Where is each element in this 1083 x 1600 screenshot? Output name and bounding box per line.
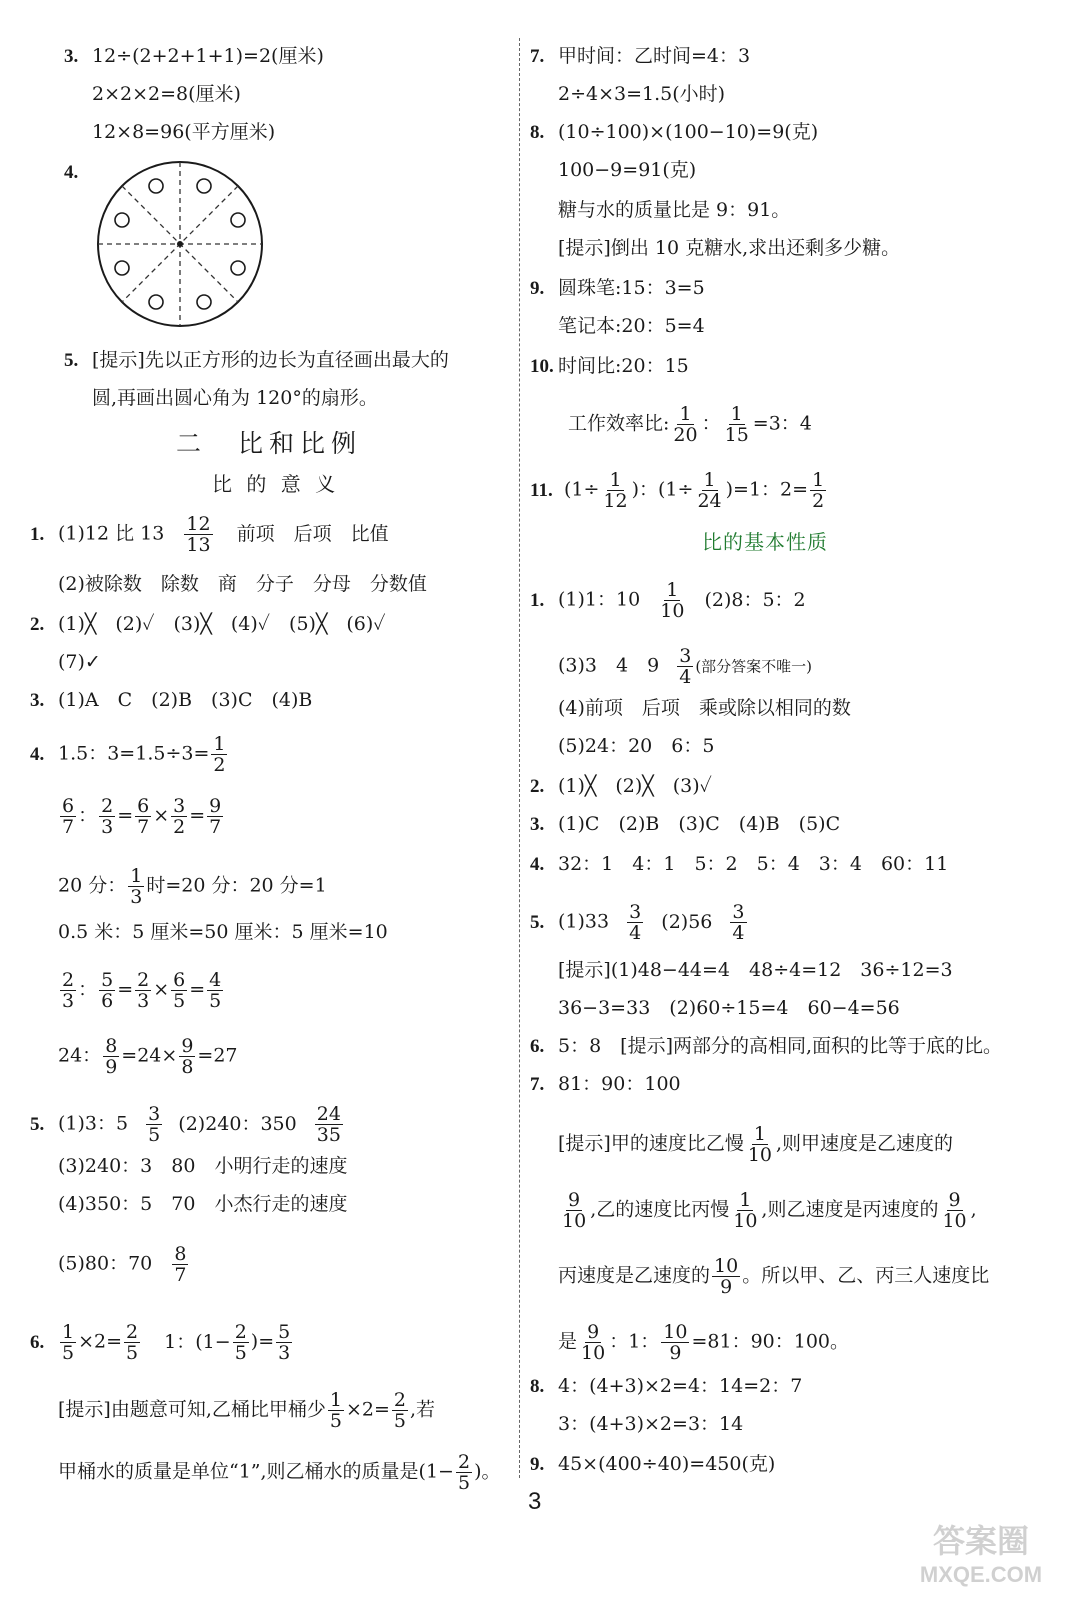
q8-line-3: 糖与水的质量比是 9：91。 [558,199,791,221]
fraction [601,470,629,511]
q10-line-2: 工作效率比: $\frac{1}{20}$ ： $\frac{1}{15}$ =3：4 [568,403,812,446]
denominator: 13 [186,534,211,556]
p7-hint-text-2a: ,乙的速度比丙慢 [590,1198,730,1221]
denominator: 3 [62,990,75,1012]
p1-text-1a: (1)1：10 [558,588,641,611]
center-dot [177,241,183,247]
denominator: 4 [629,922,642,944]
denominator: 12 [603,490,628,512]
s6-hint-text-1c: ,若 [410,1398,436,1421]
p7-hint-line-3 [558,1256,989,1297]
p6-number: 6. [530,1036,545,1057]
p8-number: 8. [530,1376,545,1397]
s4-text-1: 1.5：3=1.5÷3= [58,742,210,765]
p6-line-1 [530,1034,1002,1059]
denominator: 9 [105,1056,118,1078]
numerator: 3 [148,1103,161,1125]
numerator: 1 [62,1321,75,1343]
q8-line-2: 100−9=91(克) [558,159,697,181]
numerator: 1 [609,469,622,491]
p3-text-1: (1)C (2)B (3)C (4)B (5)C [558,813,841,835]
s1-line-1 [30,514,389,555]
fraction [328,1390,344,1431]
numerator: 3 [732,901,745,923]
s5-number: 5. [30,1113,45,1135]
denominator: 5 [234,1342,247,1364]
column-divider [519,38,521,1478]
numerator: 3 [173,795,186,817]
s3-text-1: (1)A C (2)B (3)C (4)B [58,689,313,711]
denominator: 3 [137,990,150,1012]
chapter-title: 二 比和比例 [176,429,363,458]
fraction [723,404,751,445]
numerator: 10 [714,1255,739,1277]
s4-line-4: 0.5 米：5 厘米=50 厘米：5 厘米=10 [58,921,388,943]
numerator: 1 [130,865,143,887]
numerator: 9 [948,1189,961,1211]
p7-number: 7. [530,1074,545,1095]
watermark-logo [897,1516,1065,1590]
denominator: 7 [137,816,150,838]
p7-hint-text-4b: ：1： [609,1330,660,1353]
denominator: 2 [173,816,186,838]
denominator: 20 [673,424,698,446]
s4-text-3b: 时=20 分：20 分=1 [146,874,327,897]
denominator: 4 [679,666,692,688]
section-title-ratio-meaning: 比 的 意 义 [212,472,340,496]
numerator: 9 [181,1035,194,1057]
s1-text-b: 前项 后项 比值 [236,522,389,545]
s5-line-1 [30,1104,345,1145]
p8-line-2: 3：(4+3)×2=3：14 [558,1413,744,1435]
denominator: 3 [130,886,143,908]
numerator: 2 [126,1321,139,1343]
q5-line-2: 圆,再画出圆心角为 120°的扇形。 [92,387,378,409]
denominator: 9 [720,1276,733,1298]
q8-number: 8. [530,122,545,143]
fraction [60,1322,76,1363]
numerator: 2 [457,1451,471,1473]
numerator: 10 [663,1321,688,1343]
watermark-top-text: 答案圈 [932,1523,1030,1559]
p7-hint-text-2b: ,则乙速度是丙速度的 [761,1198,939,1221]
fraction [677,646,693,687]
q3-number: 3. [64,46,79,67]
numerator: 3 [629,901,642,923]
numerator: 9 [209,795,222,817]
numerator: 2 [62,969,75,991]
fraction [746,1124,774,1165]
s1-number: 1. [30,523,45,545]
p7-hint-text-2c: , [970,1198,977,1221]
fraction [658,580,686,621]
s4-line-2: $\frac{6}{7}$ ： $\frac{2}{3}$ = $\frac{6}{7}$ × $\frac{3}{2}$ = $\frac{9}{7}$ [62,795,222,838]
fraction [730,902,746,943]
s4-text-3a: 20 分： [58,874,127,897]
numerator: 6 [62,795,75,817]
q7-line-1 [530,44,750,69]
fraction [172,1244,188,1285]
s4-number: 4. [30,743,45,765]
p6-text-1: 5：8 [提示]两部分的高相同,面积的比等于底的比。 [558,1035,1003,1057]
denominator: 6 [101,990,114,1012]
numerator: 5 [101,969,114,991]
s4-text-6c: =27 [197,1044,238,1067]
numerator: 1 [812,469,825,491]
p7-hint-text-3b: 。所以甲、乙、丙三人速度比 [742,1264,990,1287]
q10-text-2b: =3：4 [752,412,812,435]
fraction [940,1190,968,1231]
p8-line-1 [530,1374,802,1399]
p2-number: 2. [530,776,545,797]
q9-line-1 [530,276,705,301]
denominator: 8 [181,1056,194,1078]
p9-text-1: 45×(400÷40)=450(克) [558,1453,776,1475]
numerator: 24 [316,1103,341,1125]
s2-line-2: (7)✓ [58,651,101,673]
denominator: 5 [173,990,186,1012]
p7-hint-text-4a: 是 [558,1330,578,1353]
numerator: 1 [703,469,716,491]
denominator: 5 [62,1342,75,1364]
denominator: 7 [209,816,222,838]
fraction [171,970,187,1011]
denominator: 10 [562,1210,587,1232]
numerator: 9 [568,1189,581,1211]
p1-text-2b: (部分答案不唯一) [695,657,813,676]
fraction [60,970,76,1011]
denominator: 2 [213,754,226,776]
p7-hint-text-3a: 丙速度是乙速度的 [558,1264,711,1287]
fraction [124,1322,140,1363]
s6-hint-line-1 [58,1390,435,1431]
numerator: 2 [101,795,114,817]
denominator: 7 [174,1264,187,1286]
s6-hint-text-2a: 甲桶水的质量是单位“1”,则乙桶水的质量是(1− [58,1460,454,1483]
q4-num: 4. [64,162,79,183]
denominator: 10 [733,1210,758,1232]
q5-text-1: [提示]先以正方形的边长为直径画出最大的 [92,349,449,371]
denominator: 5 [209,990,222,1012]
numerator: 9 [587,1321,600,1343]
fraction [731,1190,759,1231]
p7-text-1: 81：90：100 [558,1073,681,1095]
p1-line-2 [558,646,812,687]
s6-hint-line-2 [58,1452,501,1493]
p9-number: 9. [530,1454,545,1475]
q8-line-4: [提示]倒出 10 克糖水,求出还剩多少糖。 [558,237,901,259]
denominator: 3 [278,1342,291,1364]
numerator: 2 [137,969,150,991]
fraction [99,970,115,1011]
numerator: 5 [278,1321,291,1343]
numerator: 8 [174,1243,187,1265]
p7-hint-text-4c: =81：90：100。 [691,1330,850,1353]
p7-line-1 [530,1072,681,1097]
denominator: 5 [329,1410,342,1432]
s3-line-1 [30,688,312,713]
fraction [695,470,723,511]
p2-line-1 [530,774,712,799]
p8-text-1: 4：(4+3)×2=4：14=2：7 [558,1375,803,1397]
fraction [171,796,187,837]
p4-line-1 [530,852,948,877]
fraction [579,1322,607,1363]
p4-number: 4. [530,854,545,875]
fraction [671,404,699,445]
s4-line-3 [58,866,327,907]
p7-hint-line-4 [558,1322,849,1363]
p7-hint-line-2 [558,1190,977,1231]
watermark-bottom-text: MXQE.COM [919,1562,1043,1587]
s5-text-1a: (1)3：5 [58,1112,129,1135]
s4-text-6a: 24： [58,1044,102,1067]
p7-hint-text-1a: [提示]甲的速度比乙慢 [558,1132,744,1155]
s6-number: 6. [30,1331,45,1353]
s2-text-1: (1)╳ (2)✓ (3)╳ (4)✓ (5)╳ (6)✓ [58,613,386,635]
s5-text-4a: (5)80：70 [58,1252,153,1275]
page-number: 3 [528,1488,542,1515]
q9-line-2: 笔记本:20：5=4 [558,315,705,337]
fraction [207,796,223,837]
fraction [560,1190,588,1231]
q11-text-c: )：(1÷ [631,478,694,501]
numerator: 6 [137,795,150,817]
s4-line-6 [58,1036,238,1077]
s5-line-3: (4)350：5 70 小杰行走的速度 [58,1193,348,1215]
numerator: 6 [173,969,186,991]
fraction [627,902,643,943]
p7-hint-line-1 [558,1124,953,1165]
denominator: 5 [393,1410,406,1432]
p1-line-1 [530,580,806,621]
s4-text-6b: =24× [121,1044,178,1067]
p3-line-1 [530,812,840,837]
fraction [276,1322,292,1363]
q7-line-2: 2÷4×3=1.5(小时) [558,83,726,105]
s4-line-1 [30,734,229,775]
denominator: 5 [148,1124,161,1146]
numerator: 2 [234,1321,247,1343]
p1-number: 1. [530,589,545,611]
numerator: 1 [329,1389,342,1411]
p3-number: 3. [530,814,545,835]
denominator: 24 [697,490,722,512]
fraction [211,734,227,775]
denominator: 5 [457,1472,471,1494]
s6-text-b: ×2= [78,1330,123,1353]
denominator: 4 [732,922,745,944]
q3-line-3: 12×8=96(平方厘米) [92,121,276,143]
p5-text-1a: (1)33 [558,910,610,933]
q10-number: 10. [530,356,554,377]
s6-hint-text-2b: )。 [474,1460,501,1483]
q7-text-1: 甲时间：乙时间=4：3 [558,45,751,67]
p5-text-1b: (2)56 [661,910,713,933]
p2-text-1: (1)╳ (2)╳ (3)✓ [558,775,712,797]
numerator: 1 [753,1123,766,1145]
p1-line-3: (4)前项 后项 乘或除以相同的数 [558,697,851,719]
s1-line-2: (2)被除数 除数 商 分子 分母 分数值 [58,573,427,595]
q3-line-2: 2×2×2=8(厘米) [92,83,241,105]
denominator: 3 [101,816,114,838]
s5-line-4 [58,1244,190,1285]
q9-text-1: 圆珠笔:15：3=5 [558,277,705,299]
p5-number: 5. [530,911,545,933]
s6-hint-text-1b: ×2= [345,1398,390,1421]
fraction [60,796,76,837]
numerator: 4 [209,969,222,991]
fraction [661,1322,689,1363]
q10-line-1 [530,354,689,379]
p1-text-2a: (3)3 4 9 [558,654,660,677]
denominator: 5 [126,1342,139,1364]
fraction [456,1452,472,1493]
p4-text-1: 32：1 4：1 5：2 5：4 3：4 60：11 [558,853,949,875]
q3-text-1: 12÷(2+2+1+1)=2(厘米) [92,45,324,67]
s6-line-1 [30,1322,294,1363]
fraction [810,470,826,511]
s6-text-d: 1：(1− [164,1330,231,1353]
s1-text-a: (1)12 比 13 [58,522,165,545]
numerator: 1 [679,403,692,425]
fraction [207,970,223,1011]
q4-number [64,160,92,185]
q11-text-a: (1÷ [564,478,600,501]
q5-number: 5. [64,350,79,371]
fraction [184,514,212,555]
numerator: 1 [213,733,226,755]
p5-line-2: [提示](1)48−44=4 48÷4=12 36÷12=3 [558,959,953,981]
denominator: 7 [62,816,75,838]
numerator: 1 [666,579,679,601]
p1-text-1b: (2)8：5：2 [704,588,806,611]
q5-line-1 [64,348,449,373]
s2-number: 2. [30,614,45,635]
p9-line-1 [530,1452,775,1477]
s5-line-2: (3)240：3 80 小明行走的速度 [58,1155,348,1177]
fraction [135,796,151,837]
denominator: 9 [669,1342,682,1364]
fraction [103,1036,119,1077]
s5-text-1b: (2)240：350 [178,1112,297,1135]
s3-number: 3. [30,690,45,711]
fraction [99,796,115,837]
q7-number: 7. [530,46,545,67]
circle-diagram [92,156,268,332]
fraction [315,1104,343,1145]
denominator: 2 [812,490,825,512]
q8-text-1: (10÷100)×(100−10)=9(克) [558,121,819,143]
numerator: 8 [105,1035,118,1057]
denominator: 10 [942,1210,967,1232]
numerator: 1 [739,1189,752,1211]
section-title-basic-property: 比的基本性质 [702,530,828,554]
fraction [179,1036,195,1077]
denominator: 10 [660,600,685,622]
fraction [712,1256,740,1297]
denominator: 10 [747,1144,773,1166]
q8-line-1 [530,120,818,145]
s4-line-5: $\frac{2}{3}$ ： $\frac{5}{6}$ = $\frac{2}{3}$ × $\frac{6}{5}$ = $\frac{4}{5}$ [62,969,222,1012]
q9-number: 9. [530,278,545,299]
fraction [146,1104,162,1145]
numerator: 2 [393,1389,406,1411]
numerator: 3 [679,645,692,667]
p1-line-4: (5)24：20 6：5 [558,735,715,757]
denominator: 15 [724,424,749,446]
fraction [135,970,151,1011]
q11-number: 11. [530,479,553,501]
p5-line-1 [530,902,749,943]
s6-hint-text-1a: [提示]由题意可知,乙桶比甲桶少 [58,1398,326,1421]
fraction [128,866,144,907]
q3-line-1 [64,44,324,69]
numerator: 12 [186,513,211,535]
denominator: 35 [316,1124,341,1146]
numerator: 1 [730,403,743,425]
p7-hint-text-1b: ,则甲速度是乙速度的 [776,1132,954,1155]
fraction [233,1322,249,1363]
q10-text-2a: 工作效率比: [568,412,670,435]
q11-text-e: )=1：2= [725,478,809,501]
fraction [392,1390,408,1431]
denominator: 10 [581,1342,606,1364]
q10-text-1: 时间比:20：15 [558,355,689,377]
s2-line-1 [30,612,386,637]
q11-line-1 [530,470,828,511]
s6-text-f: )= [250,1330,275,1353]
p5-line-3: 36−3=33 (2)60÷15=4 60−4=56 [558,997,900,1019]
